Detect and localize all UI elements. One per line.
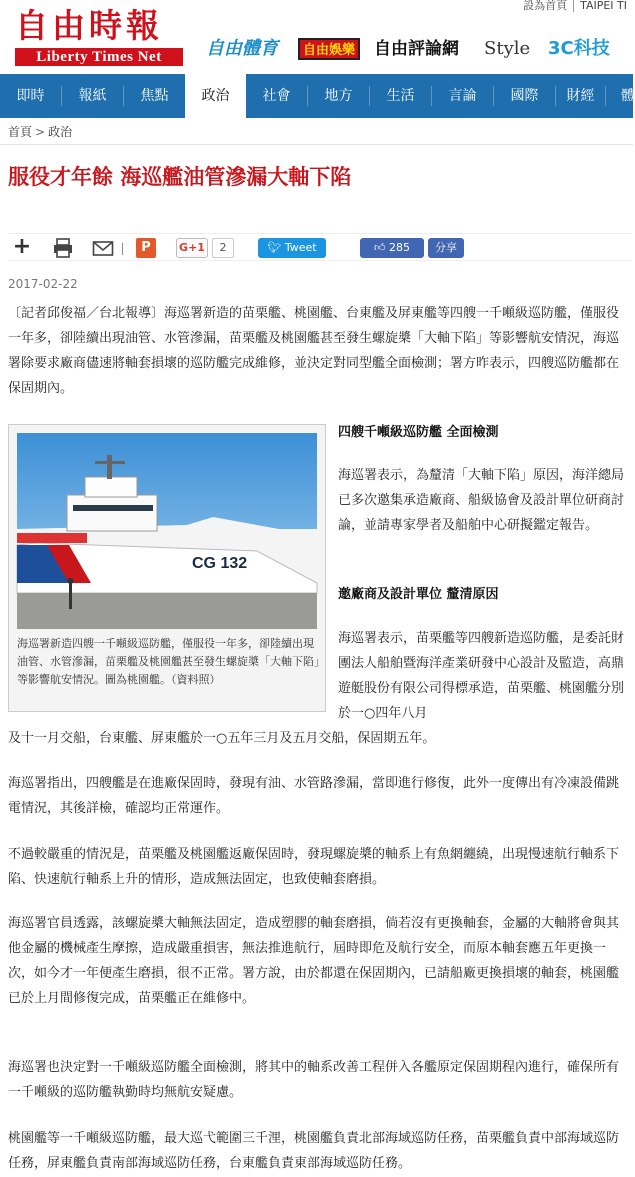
article-intro: 〔記者邱俊福／台北報導〕海巡署新造的苗栗艦、桃園艦、台東艦及屏東艦等四艘一千噸級巡防艦，僅服役一年多，卻陸續出現油管、水管滲漏，苗栗艦及桃園艦甚至發生螺旋槳「大軸下陷」等影響航安情況，海巡署除要求廠商儘速將軸套損壞的巡防艦完成維修，並決定對同型艦全面檢測；署方昨表示，四艘巡防艦都在保固期內。	[8, 306, 620, 396]
plus-icon[interactable]: +	[12, 234, 32, 259]
google-plus-button[interactable]: G+1	[176, 238, 208, 258]
nav-item-society[interactable]: 社會	[262, 88, 291, 104]
print-icon[interactable]	[52, 237, 74, 259]
subheading-inspection: 四艘千噸級巡防艦 全面檢測	[338, 425, 499, 440]
site-header	[0, 0, 633, 74]
nav-item-local[interactable]: 地方	[324, 88, 353, 104]
tools-divider	[122, 243, 123, 255]
breadcrumb-divider	[0, 144, 633, 145]
google-plus-count: 2	[212, 238, 234, 258]
article-paragraph: 海巡署表示，苗栗艦等四艘新造巡防艦，是委託財團法人船舶暨海洋產業研發中心設計及監造，高鼎遊艇股份有限公司得標承造，苗栗艦、桃園艦分別於一○四年八月	[338, 631, 625, 721]
nav-item-newspaper[interactable]: 報紙	[78, 88, 107, 104]
subheading-clarify-cause: 邀廠商及設計單位 釐清原因	[338, 587, 499, 602]
article-paragraph: 海巡署指出，四艘艦是在進廠保固時，發現有油、水管路滲漏，當即進行修復，此外一度傳出有冷凍設備跳電情況，其後詳檢，確認均正常運作。	[8, 776, 620, 816]
article-paragraph: 海巡署表示，為釐清「大軸下陷」原因，海洋總局已多次邀集承造廠商、船級協會及設計單位研商討論，並請專家學者及船舶中心研擬鑑定報告。	[338, 468, 625, 533]
article-figure	[8, 424, 326, 712]
partner-sports-link[interactable]: 自由體育	[206, 38, 278, 59]
breadcrumb-politics[interactable]: 政治	[48, 125, 73, 139]
logo-chinese-text: 自由時報	[15, 6, 163, 45]
nav-item-life[interactable]: 生活	[386, 88, 415, 104]
breadcrumb-separator-icon: >	[35, 125, 46, 139]
top-links	[517, 0, 633, 12]
article-paragraph: 海巡署也決定對一千噸級巡防艦全面檢測，將其中的軸系改善工程併入各艦原定保固期程內進行，確保所有一千噸級的巡防艦執勤時均無航安疑慮。	[8, 1060, 620, 1100]
tweet-button[interactable]	[258, 238, 326, 258]
article-paragraph: 海巡署官員透露，該螺旋槳大軸無法固定，造成塑膠的軸套磨損，倘若沒有更換軸套，金屬的大軸將會與其他金屬的機械產生摩擦，造成嚴重損害，無法推進航行，屆時即危及航行安全，而原本軸套應五年更換一次，如今才一年便產生磨損，很不正常。署方說，由於都還在保固期內，已請船廠更換損壞的軸套，桃園艦已於上月間修復完成，苗栗艦正在維修中。	[8, 916, 620, 1006]
page-title: 服役才年餘 海巡艦油管滲漏大軸下陷	[8, 164, 352, 189]
article-paragraph: 不過較嚴重的情況是，苗栗艦及桃園艦返廠保固時，發現螺旋槳的軸系上有魚網纏繞，出現慢速航行軸系下陷、快速航行軸系上升的情形，造成無法固定，也致使軸套磨損。	[8, 847, 620, 887]
logo-english-text: Liberty Times Net	[15, 48, 183, 66]
mail-icon[interactable]	[92, 237, 114, 259]
coast-guard-ship-photo[interactable]	[17, 433, 317, 629]
partner-entertainment-link[interactable]: 自由娛樂	[298, 38, 360, 60]
article-paragraph: 及十一月交船，台東艦、屏東艦於一○五年三月及五月交船，保固期五年。	[8, 731, 436, 746]
pinterest-icon[interactable]: P	[136, 238, 156, 258]
partner-3c-link[interactable]: 3C科技	[548, 38, 610, 59]
breadcrumb-home[interactable]: 首頁	[8, 125, 33, 139]
nav-item-opinion[interactable]: 言論	[448, 88, 477, 104]
nav-item-finance[interactable]: 財經	[566, 88, 595, 104]
main-nav	[0, 74, 633, 118]
taipei-times-link[interactable]: TAIPEI TI	[573, 0, 633, 12]
like-count: 285	[389, 241, 410, 254]
partner-style-link[interactable]: Style	[484, 38, 531, 59]
partner-opinion-link[interactable]: 自由評論網	[374, 39, 459, 59]
article-tools	[8, 233, 632, 261]
nav-item-focus[interactable]: 焦點	[140, 88, 169, 104]
hull-number-label: CG 132	[192, 555, 248, 572]
figure-caption: 海巡署新造四艘一千噸級巡防艦，僅服役一年多，卻陸續出現油管、水管滲漏，苗栗艦及桃園艦甚至發生螺旋槳「大軸下陷」等影響航安情況。圖為桃園艦。（資料照）	[17, 637, 320, 686]
breadcrumb	[8, 124, 72, 140]
twitter-bird-icon: 🐦︎	[267, 241, 285, 254]
set-homepage-link[interactable]: 設為首頁	[523, 0, 568, 12]
nav-item-international[interactable]: 國際	[510, 88, 539, 104]
site-logo[interactable]	[15, 6, 185, 64]
publish-date: 2017-02-22	[8, 277, 78, 291]
article-paragraph: 桃園艦等一千噸級巡防艦，最大巡弋範圍三千浬，桃園艦負責北部海域巡防任務，苗栗艦負責中部海域巡防任務，屏東艦負責南部海域巡防任務，台東艦負責東部海域巡防任務。	[8, 1131, 620, 1171]
nav-item-instant[interactable]: 即時	[16, 88, 45, 104]
facebook-like-button[interactable]	[360, 238, 424, 258]
thumbs-up-icon: 👍︎	[374, 241, 389, 254]
facebook-share-button[interactable]: 分享	[428, 238, 464, 258]
tweet-label: Tweet	[284, 241, 317, 254]
nav-item-politics[interactable]: 政治	[185, 74, 246, 118]
nav-item-sports[interactable]: 體	[621, 88, 635, 104]
